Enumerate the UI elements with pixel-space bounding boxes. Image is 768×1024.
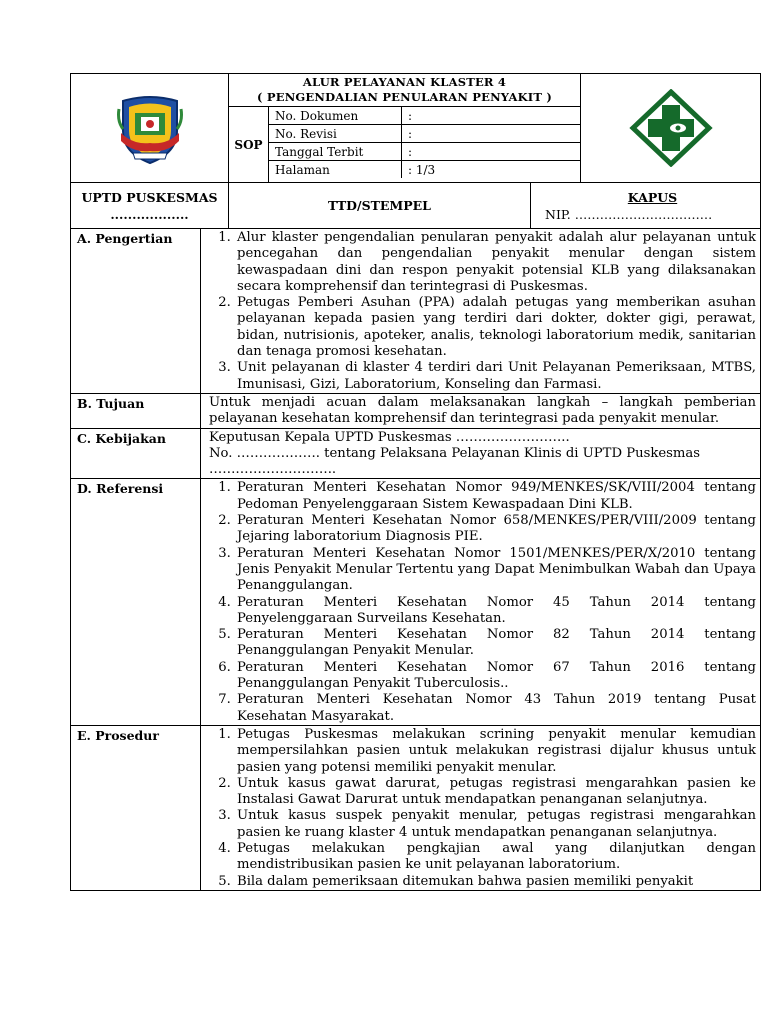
org-dots: ..................: [110, 206, 189, 222]
content-table: [70, 228, 761, 891]
sop-label: SOP: [229, 107, 269, 183]
kapus-cell: [531, 183, 761, 229]
header-table: [70, 73, 761, 183]
meta-label: No. Revisi: [269, 125, 402, 143]
list-item: 2. Peraturan Menteri Kesehatan Nomor 658/MENKES/PER/VIII/2009 tentang Jejaring laboratorium Diagnosis PIE.: [235, 513, 756, 546]
section-kebijakan: [71, 428, 761, 479]
list-item: 2. Petugas Pemberi Asuhan (PPA) adalah petugas yang memberikan asuhan pelayanan kepada pasien yang terdiri dari dokter, dokter gigi, perawat, bidan, nutrisionis, apoteker, analis, teknologi laboratorium medik, sanitarian dan tenaga promosi kesehatan.: [235, 295, 756, 360]
section-prosedur: [71, 725, 761, 890]
list-item: 3. Untuk kasus suspek penyakit menular, petugas registrasi mengarahkan pasien ke ruang klaster 4 untuk mendapatkan penanganan selanjutnya.: [235, 808, 756, 841]
org-name: UPTD PUSKESMAS: [81, 189, 218, 205]
list-item: 4. Peraturan Menteri Kesehatan Nomor 45 Tahun 2014 tentang Penyelenggaraan Surveilans Kesehatan.: [235, 595, 756, 628]
list-item: 1. Peraturan Menteri Kesehatan Nomor 949/MENKES/SK/VIII/2004 tentang Pedoman Penyelenggaraan Sistem Kewaspadaan Dini KLB.: [235, 480, 756, 513]
list-item: 3. Peraturan Menteri Kesehatan Nomor 1501/MENKES/PER/X/2010 tentang Jenis Penyakit Menular Tertentu yang Dapat Menimbulkan Wabah dan Upaya Penanggulangan.: [235, 546, 756, 595]
section-referensi: [71, 479, 761, 725]
section-label: A. Pengertian: [71, 229, 201, 394]
section-label: B. Tujuan: [71, 393, 201, 428]
puskesmas-logo-cell: [581, 74, 761, 183]
kebijakan-line: No. ………………. tentang Pelaksana Pelayanan Klinis di UPTD Puskesmas ………………………..: [209, 445, 701, 478]
section-body: [201, 479, 761, 725]
list-item: 1. Alur klaster pengendalian penularan penyakit adalah alur pelayanan untuk pencegahan dan pengendalian penyakit menular dengan sistem kewaspadaan dini dan respon penyakit potensial KLB yang dilaksanakan secara komprehensif dan terintegrasi di Puskesmas.: [235, 230, 756, 295]
meta-value: :: [402, 125, 581, 143]
list-item: 7. Peraturan Menteri Kesehatan Nomor 43 Tahun 2019 tentang Pusat Kesehatan Masyarakat.: [235, 692, 756, 725]
list-item: 1. Petugas Puskesmas melakukan scrining penyakit menular kemudian mempersilahkan pasien untuk melakukan registrasi dijalur khusus untuk pasien yang potensi memiliki penyakit menular.: [235, 727, 756, 776]
list-item: 6. Peraturan Menteri Kesehatan Nomor 67 Tahun 2016 tentang Penanggulangan Penyakit Tuberculosis..: [235, 660, 756, 693]
kapus-label: KAPUS: [627, 189, 678, 205]
document-meta: [269, 107, 581, 183]
ttd-stempel: TTD/STEMPEL: [229, 183, 531, 229]
meta-value: :: [402, 107, 581, 125]
kebijakan-line: Keputusan Kepala UPTD Puskesmas ……………………..: [209, 429, 570, 445]
document-title: ALUR PELAYANAN KLASTER 4 ( PENGENDALIAN PENULARAN PENYAKIT ): [229, 74, 581, 107]
list-item: 5. Peraturan Menteri Kesehatan Nomor 82 Tahun 2014 tentang Penanggulangan Penyakit Menular.: [235, 627, 756, 660]
list-item: 5. Bila dalam pemeriksaan ditemukan bahwa pasien memiliki penyakit: [235, 874, 756, 890]
section-label: D. Referensi: [71, 479, 201, 725]
section-pengertian: [71, 229, 761, 394]
meta-label: Halaman: [269, 161, 402, 179]
list-item: 2. Untuk kasus gawat darurat, petugas registrasi mengarahkan pasien ke Instalasi Gawat Darurat untuk mendapatkan penanganan selanjutnya.: [235, 776, 756, 809]
signature-table: [70, 182, 761, 229]
regency-emblem-icon: [115, 91, 185, 165]
nip-line: NIP. ……………………………: [545, 206, 713, 222]
section-tujuan: [71, 393, 761, 428]
regency-logo-cell: [71, 74, 229, 183]
list-item: 4. Petugas melakukan pengkajian awal yang dilanjutkan dengan mendistribusikan pasien ke unit pelayanan laboratorium.: [235, 841, 756, 874]
section-label: C. Kebijakan: [71, 428, 201, 479]
org-cell: [71, 183, 229, 229]
list-item: 3. Unit pelayanan di klaster 4 terdiri dari Unit Pelayanan Pemeriksaan, MTBS, Imunisasi, Gizi, Laboratorium, Konseling dan Farmasi.: [235, 360, 756, 393]
section-body: [201, 229, 761, 394]
meta-label: No. Dokumen: [269, 107, 402, 125]
section-body: [201, 725, 761, 890]
sop-document: [70, 73, 760, 891]
meta-value: :: [402, 143, 581, 161]
section-body: Untuk menjadi acuan dalam melaksanakan langkah – langkah pemberian pelayanan kesehatan komprehensif dan terintegrasi pada penyakit menular.: [201, 393, 761, 428]
section-body: [201, 428, 761, 479]
meta-label: Tanggal Terbit: [269, 143, 402, 161]
meta-value: : 1/3: [408, 162, 436, 177]
puskesmas-cross-icon: [629, 89, 713, 167]
section-label: E. Prosedur: [71, 725, 201, 890]
